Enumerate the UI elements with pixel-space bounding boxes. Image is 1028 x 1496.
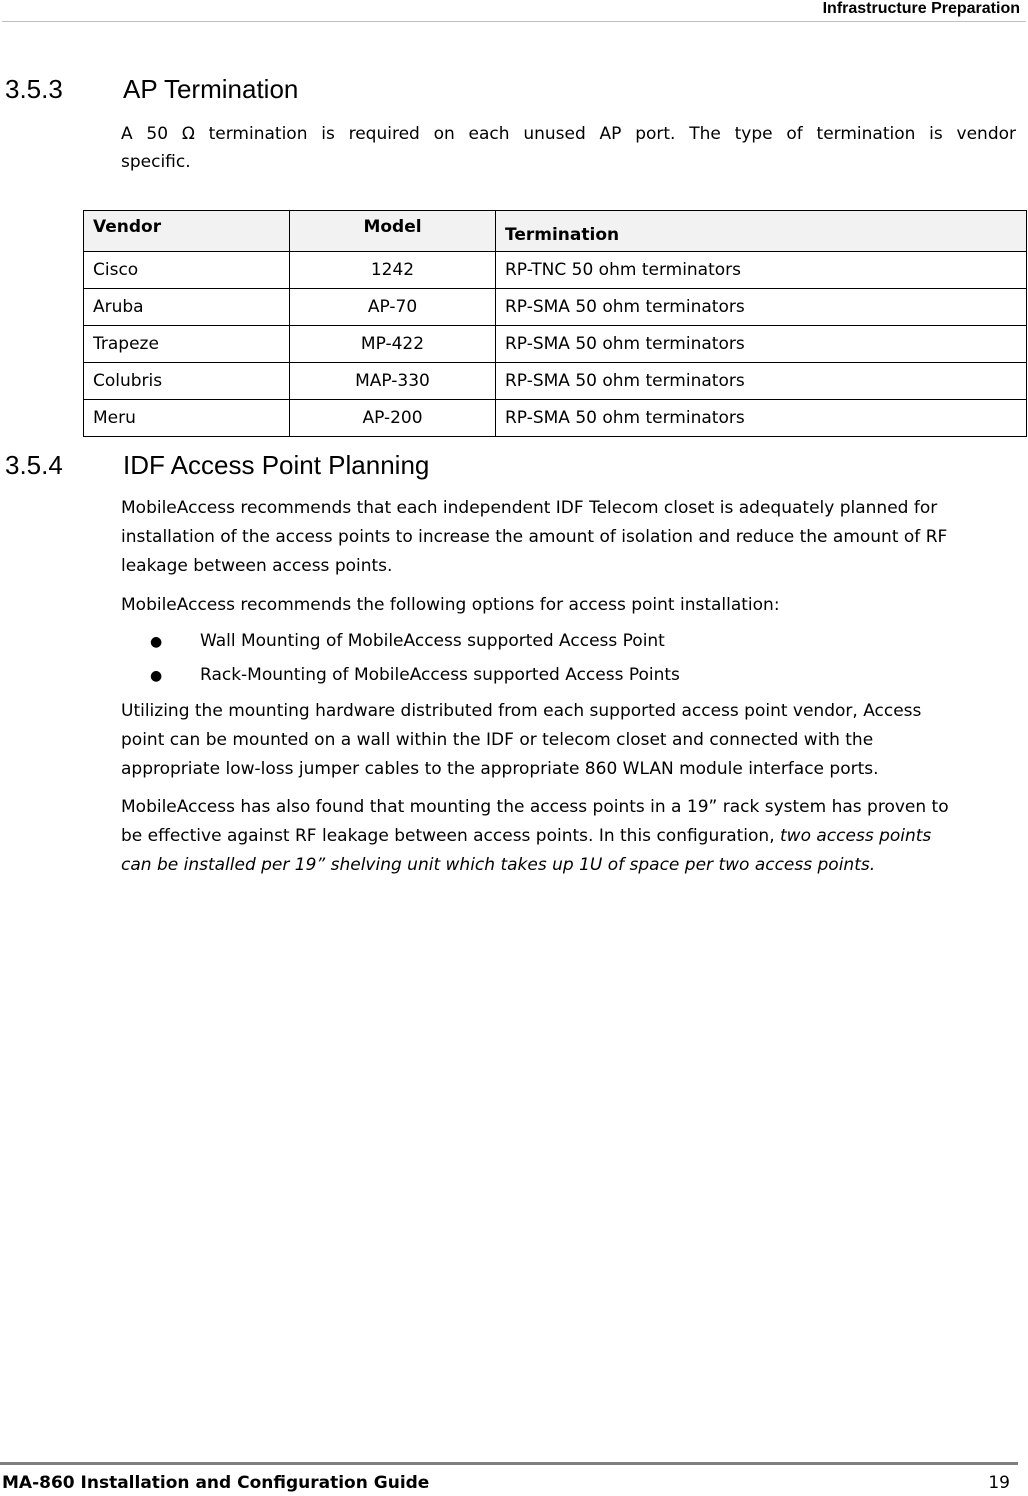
paragraph-line	[121, 851, 1016, 880]
intro-post: termination is required on each unused AP port. The type of termination is vendor	[208, 124, 1016, 144]
intro-line-2: specific.	[121, 152, 191, 172]
table-row	[84, 400, 1027, 437]
list-item	[150, 661, 680, 691]
list-item-label: Rack-Mounting of MobileAccess supported Access Points	[200, 665, 680, 685]
header-termination: Termination	[496, 211, 1027, 252]
italic-text: two access points	[780, 826, 932, 846]
list-item-label: Wall Mounting of MobileAccess supported Access Point	[200, 631, 665, 651]
page-number: 19	[988, 1473, 1010, 1493]
section-heading-353	[5, 74, 298, 104]
header-divider	[2, 21, 1026, 22]
bullet-icon: ●	[150, 668, 163, 684]
intro-line-1	[121, 120, 1016, 149]
cell-model: AP-200	[290, 400, 496, 437]
cell-termination: RP-SMA 50 ohm terminators	[496, 289, 1027, 326]
cell-vendor: Aruba	[84, 289, 290, 326]
section-title: AP Termination	[123, 74, 299, 104]
cell-vendor: Meru	[84, 400, 290, 437]
cell-model: AP-70	[290, 289, 496, 326]
header-model: Model	[290, 211, 496, 252]
paragraph-line: appropriate low-loss jumper cables to the appropriate 860 WLAN module interface ports.	[121, 759, 879, 779]
section-number: 3.5.4	[5, 450, 63, 480]
paragraph-line: installation of the access points to increase the amount of isolation and reduce the amount of RF	[121, 527, 948, 547]
section-number: 3.5.3	[5, 74, 63, 104]
paragraph-line	[121, 822, 1016, 851]
section-title: IDF Access Point Planning	[123, 450, 430, 480]
cell-termination: RP-TNC 50 ohm terminators	[496, 252, 1027, 289]
paragraph-line: leakage between access points.	[121, 556, 393, 576]
paragraph-line: MobileAccess recommends the following options for access point installation:	[121, 595, 780, 615]
cell-termination: RP-SMA 50 ohm terminators	[496, 326, 1027, 363]
termination-table	[83, 210, 1027, 437]
cell-model: MAP-330	[290, 363, 496, 400]
cell-model: 1242	[290, 252, 496, 289]
cell-vendor: Cisco	[84, 252, 290, 289]
table-row	[84, 252, 1027, 289]
cell-termination: RP-SMA 50 ohm terminators	[496, 400, 1027, 437]
cell-vendor: Colubris	[84, 363, 290, 400]
paragraph-line: Utilizing the mounting hardware distributed from each supported access point vendor, Access	[121, 701, 922, 721]
plain-text: be effective against RF leakage between access points. In this configuration,	[121, 826, 781, 846]
paragraph-line: MobileAccess has also found that mounting the access points in a 19” rack system has proven to	[121, 797, 949, 817]
table-row	[84, 363, 1027, 400]
footer-divider	[0, 1462, 1018, 1465]
list-item	[150, 627, 665, 657]
running-header: Infrastructure Preparation	[822, 0, 1020, 17]
table-row	[84, 289, 1027, 326]
italic-text: can be installed per 19” shelving unit which takes up 1U of space per two access points.	[121, 855, 876, 875]
table-header-row	[84, 211, 1027, 252]
omega-symbol: Ω	[181, 124, 195, 144]
intro-pre: A 50	[121, 124, 169, 144]
header-vendor: Vendor	[84, 211, 290, 252]
section-heading-354	[5, 450, 429, 480]
cell-termination: RP-SMA 50 ohm terminators	[496, 363, 1027, 400]
footer-title: MA-860 Installation and Configuration Guide	[2, 1473, 430, 1493]
paragraph-line: MobileAccess recommends that each independent IDF Telecom closet is adequately planned for	[121, 498, 938, 518]
cell-model: MP-422	[290, 326, 496, 363]
cell-vendor: Trapeze	[84, 326, 290, 363]
bullet-icon: ●	[150, 634, 163, 650]
table-row	[84, 326, 1027, 363]
paragraph-line: point can be mounted on a wall within the IDF or telecom closet and connected with the	[121, 730, 874, 750]
